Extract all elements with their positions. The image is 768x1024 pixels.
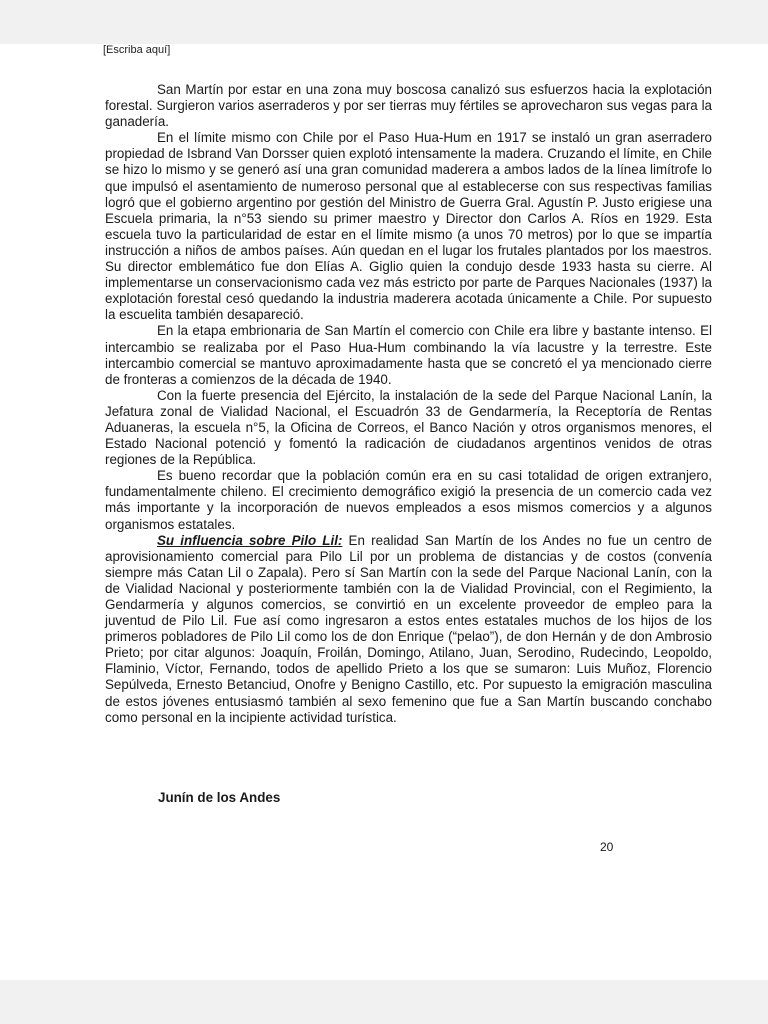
page-number: 20: [600, 840, 614, 854]
paragraph: En el límite mismo con Chile por el Paso Hua-Hum en 1917 se instaló un gran aserradero propiedad de Isbrand Van Dorsser quien explotó intensamente la madera. Cruzando el límite, en Chile se hizo lo mismo y se generó así una gran comunidad maderera a ambos lados de la línea limítrofe lo que impulsó el asentamiento de numeroso personal que al establecerse con sus respectivas familias logró que el gobierno argentino por gestión del Ministro de Guerra Gral. Agustín P. Justo erigiese una Escuela primaria, la n°53 siendo su primer maestro y Director don Carlos A. Ríos en 1929. Esta escuela tuvo la particularidad de estar en el límite mismo (a unos 70 metros) por lo que se impartía instrucción a niños de ambos países. Aún quedan en el lugar los frutales plantados por los maestros. Su director emblemático fue don Elías A. Giglio quien la condujo desde 1933 hasta su cierre. Al implementarse un conservacionismo cada vez más estricto por parte de Parques Nacionales (1937) la explotación forestal cesó quedando la industria maderera acotada únicamente a Chile. Por supuesto la escuelita también desapareció.: [105, 130, 712, 323]
section-title: Junín de los Andes: [158, 790, 281, 805]
paragraph: En la etapa embrionaria de San Martín el comercio con Chile era libre y bastante intenso. El intercambio se realizaba por el Paso Hua-Hum combinando la vía lacustre y la terrestre. Este intercambio comercial se mantuvo aproximadamente hasta que se concretó el ya mencionado cierre de fronteras a comienzos de la década de 1940.: [105, 323, 712, 387]
paragraph: Es bueno recordar que la población común era en su casi totalidad de origen extranjero, fundamentalmente chileno. El crecimiento demográfico exigió la presencia de un comercio cada vez más importante y la incorporación de nuevos empleados a esos mismos comercios y a algunos organismos estatales.: [105, 468, 712, 532]
influence-text: En realidad San Martín de los Andes no fue un centro de aprovisionamiento comercial para Pilo Lil por un problema de distancias y de costos (convenía siempre más Catan Lil o Zapala). Pero sí San Martín con la sede del Parque Nacional Lanín, con la de Vialidad Nacional y posteriormente también con la de Vialidad Provincial, con el Regimiento, la Gendarmería y algunos comercios, se convirtió en un excelente proveedor de empleo para la juventud de Pilo Lil. Fue así como ingresaron a estos entes estatales muchos de los hijos de los primeros pobladores de Pilo Lil como los de don Enrique (“pelao”), de don Hernán y de don Ambrosio Prieto; por citar algunos: Joaquín, Froilán, Domingo, Atilano, Juan, Serodino, Rudecindo, Leopoldo, Flaminio, Víctor, Fernando, todos de apellido Prieto a los que se sumaron: Luis Muñoz, Florencio Sepúlveda, Ernesto Betanciud, Onofre y Benigno Castillo, etc. Por supuesto la emigración masculina de estos jóvenes entusiasmó también al sexo femenino que fue a San Martín buscando conchabo como personal en la incipiente actividad turística.: [105, 532, 712, 725]
document-body: [105, 82, 712, 726]
influence-subtitle: Su influencia sobre Pilo Lil:: [157, 532, 343, 548]
influence-paragraph: [105, 533, 712, 726]
paragraph: San Martín por estar en una zona muy boscosa canalizó sus esfuerzos hacia la explotación forestal. Surgieron varios aserraderos y por ser tierras muy fértiles se aprovecharon sus vegas para la ganadería.: [105, 82, 712, 130]
paragraph: Con la fuerte presencia del Ejército, la instalación de la sede del Parque Nacional Lanín, la Jefatura zonal de Vialidad Nacional, el Escuadrón 33 de Gendarmería, la Receptoría de Rentas Aduaneras, la escuela n°5, la Oficina de Correos, el Banco Nación y otros organismos menores, el Estado Nacional potenció y fomentó la radicación de ciudadanos argentinos venidos de otras regiones de la República.: [105, 387, 712, 468]
header-placeholder: [Escriba aquí]: [103, 44, 171, 56]
